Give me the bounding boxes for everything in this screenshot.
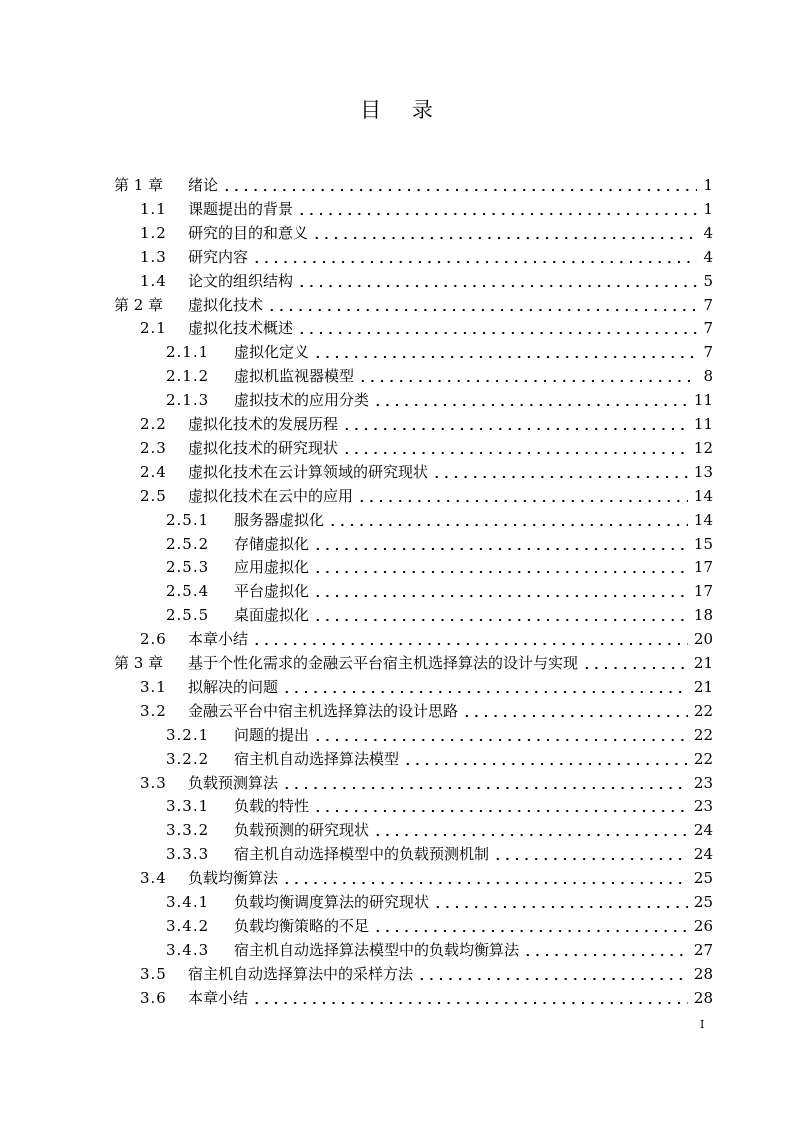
toc-entry-label: 研究内容: [188, 247, 249, 266]
toc-entry-number: 3.4.2: [166, 916, 210, 935]
toc-entry-page: 20: [693, 630, 713, 649]
toc-entry-page: 1: [703, 176, 713, 194]
toc-leader-dots: [313, 557, 688, 577]
toc-entry[interactable]: [114, 649, 713, 673]
toc-entry-number: 3.5: [140, 964, 167, 983]
toc-leader-dots: [282, 868, 688, 888]
toc-entry-page: 28: [693, 988, 713, 1007]
toc-entry[interactable]: [140, 195, 713, 219]
toc-leader-dots: [252, 629, 688, 649]
toc-entry-label: 虚拟化技术在云中的应用: [188, 486, 354, 505]
toc-entry[interactable]: [140, 625, 713, 649]
toc-entry-label: 绪论: [188, 176, 219, 194]
toc-entry[interactable]: [166, 792, 713, 816]
toc-entry-number: 2.4: [140, 462, 167, 481]
toc-entry[interactable]: [140, 434, 713, 458]
toc-entry-label: 宿主机自动选择模型中的负载预测机制: [234, 845, 490, 864]
toc-entry-page: 17: [693, 558, 713, 577]
toc-entry-page: 25: [693, 869, 713, 888]
toc-entry-page: 13: [693, 462, 713, 481]
toc-entry-page: 17: [693, 582, 713, 601]
toc-entry-page: 14: [693, 510, 713, 529]
toc-entry-page: 22: [693, 725, 713, 744]
toc-entry-label: 虚拟化定义: [234, 343, 310, 362]
toc-entry-label: 虚拟化技术概述: [188, 319, 294, 338]
toc-entry-label: 负载均衡策略的不足: [234, 916, 370, 935]
toc-entry-label: 研究的目的和意义: [188, 223, 309, 242]
toc-leader-dots: [342, 414, 688, 434]
toc-entry[interactable]: [166, 338, 713, 362]
toc-entry-label: 虚拟化技术: [188, 295, 264, 314]
toc-entry[interactable]: [140, 410, 713, 434]
toc-title: 目 录: [360, 98, 445, 122]
toc-entry[interactable]: [140, 243, 713, 267]
toc-leader-dots: [373, 390, 688, 410]
toc-entry[interactable]: [140, 267, 713, 291]
toc-leader-dots: [313, 342, 697, 362]
toc-entry-number: 2.1.1: [166, 343, 210, 362]
toc-entry[interactable]: [166, 840, 713, 864]
toc-leader-dots: [523, 940, 688, 960]
toc-leader-dots: [252, 247, 697, 267]
toc-entry[interactable]: [140, 673, 713, 697]
toc-entry-page: 24: [693, 821, 713, 840]
toc-entry[interactable]: [166, 912, 713, 936]
toc-entry[interactable]: [140, 697, 713, 721]
toc-entry[interactable]: [166, 745, 713, 769]
toc-entry[interactable]: [114, 291, 713, 315]
toc-entry-label: 负载均衡调度算法的研究现状: [234, 893, 430, 911]
toc-leader-dots: [462, 701, 688, 721]
toc-leader-dots: [313, 605, 688, 625]
toc-leader-dots: [342, 438, 688, 458]
toc-entry-label: 虚拟机监视器模型: [234, 367, 355, 386]
toc-entry-number: 1.3: [140, 247, 167, 266]
toc-entry-page: 22: [693, 701, 713, 720]
toc-entry-number: 2.6: [140, 630, 167, 649]
toc-entry-label: 负载预测算法: [188, 773, 279, 792]
toc-entry[interactable]: [166, 506, 713, 530]
toc-entry-label: 虚拟技术的应用分类: [234, 391, 370, 410]
toc-entry-page: 11: [693, 391, 713, 410]
toc-entry-number: 3.1: [140, 677, 167, 696]
toc-entry[interactable]: [166, 601, 713, 625]
toc-entry[interactable]: [140, 482, 713, 506]
toc-entry[interactable]: [166, 721, 713, 745]
toc-entry-page: 26: [693, 916, 713, 935]
toc-entry[interactable]: [166, 577, 713, 601]
toc-entry-number: 2.5.5: [166, 606, 210, 625]
toc-leader-dots: [282, 773, 688, 793]
toc-leader-dots: [432, 462, 688, 482]
toc-entry-label: 服务器虚拟化: [234, 510, 325, 529]
toc-leader-dots: [373, 820, 688, 840]
toc-entry-page: 21: [693, 677, 713, 696]
toc-entry[interactable]: [140, 864, 713, 888]
toc-leader-dots: [493, 844, 688, 864]
toc-entry-number: 2.1.3: [166, 391, 210, 410]
toc-leader-dots: [433, 892, 688, 912]
toc-entry[interactable]: [166, 936, 713, 960]
toc-entry-label: 课题提出的背景: [188, 199, 294, 218]
toc-entry-label: 桌面虚拟化: [234, 606, 310, 625]
toc-entry-page: 7: [703, 319, 713, 338]
toc-entry[interactable]: [166, 530, 713, 554]
toc-entry-page: 11: [693, 415, 713, 433]
toc-entry-number: 1.2: [140, 223, 167, 242]
toc-leader-dots: [312, 223, 697, 243]
toc-leader-dots: [313, 534, 688, 554]
toc-entry-page: 25: [693, 893, 713, 911]
toc-entry-number: 2.3: [140, 438, 167, 457]
toc-entry-page: 27: [693, 940, 713, 959]
toc-entry-label: 宿主机自动选择算法模型: [234, 749, 400, 768]
toc-entry[interactable]: [140, 960, 713, 984]
toc-leader-dots: [373, 916, 688, 936]
toc-entry[interactable]: [166, 888, 713, 912]
toc-entry-number: 1.4: [140, 271, 167, 290]
page-number-footer: I: [700, 1018, 705, 1031]
toc-entry[interactable]: [140, 219, 713, 243]
toc-entry-label: 平台虚拟化: [234, 582, 310, 601]
toc-entry-page: 1: [703, 199, 713, 218]
toc-entry-label: 虚拟化技术的研究现状: [188, 438, 339, 457]
toc-entry[interactable]: [166, 816, 713, 840]
toc-entry-page: 14: [693, 486, 713, 505]
toc-entry-page: 22: [693, 749, 713, 768]
toc-entry-label: 拟解决的问题: [188, 677, 279, 696]
toc-entry-label: 本章小结: [188, 630, 249, 649]
toc-entry-number: 3.2.1: [166, 725, 210, 744]
toc-entry-label: 虚拟化技术的发展历程: [188, 415, 339, 433]
toc-entry-number: 3.3.3: [166, 845, 210, 864]
toc-entry-number: 3.3.1: [166, 797, 210, 816]
toc-entry[interactable]: [140, 458, 713, 482]
toc-entry-number: 3.3: [140, 773, 167, 792]
toc-entry-number: 2.5: [140, 486, 167, 505]
toc-entry-label: 存储虚拟化: [234, 534, 310, 553]
toc-entry[interactable]: [140, 984, 713, 1008]
toc-leader-dots: [252, 988, 688, 1008]
toc-entry[interactable]: [166, 362, 713, 386]
toc-entry-label: 负载预测的研究现状: [234, 821, 370, 840]
toc-entry-number: 3.3.2: [166, 821, 210, 840]
toc-entry-page: 4: [703, 247, 713, 266]
toc-entry-number: 2.5.2: [166, 534, 210, 553]
toc-entry-number: 2.2: [140, 415, 167, 433]
toc-entry-number: 2.1.2: [166, 367, 210, 386]
toc-leader-dots: [328, 510, 688, 530]
toc-entry-label: 论文的组织结构: [188, 271, 294, 290]
toc-leader-dots: [357, 486, 688, 506]
toc-entry-label: 负载均衡算法: [188, 869, 279, 888]
toc-entry-number: 第 3 章: [114, 654, 164, 672]
toc-entry-number: 3.6: [140, 988, 167, 1007]
toc-entry-page: 15: [693, 534, 713, 553]
toc-leader-dots: [297, 318, 697, 338]
toc-entry[interactable]: [140, 769, 713, 793]
toc-leader-dots: [313, 725, 688, 745]
toc-entry-number: 第 2 章: [114, 295, 164, 314]
toc-entry-page: 5: [703, 271, 713, 290]
toc-leader-dots: [282, 677, 688, 697]
toc-entry-page: 18: [693, 606, 713, 625]
toc-entry-label: 宿主机自动选择算法中的采样方法: [188, 964, 414, 983]
toc-entry-label: 宿主机自动选择算法模型中的负载均衡算法: [234, 940, 520, 959]
toc-entry-page: 7: [703, 343, 713, 362]
toc-entry-page: 23: [693, 773, 713, 792]
toc-entry-number: 2.5.4: [166, 582, 210, 601]
toc-leader-dots: [267, 295, 697, 315]
toc-entry[interactable]: [166, 553, 713, 577]
toc-entry[interactable]: [166, 386, 713, 410]
toc-entry-number: 3.2: [140, 701, 167, 720]
toc-entry[interactable]: [114, 171, 713, 195]
toc-entry-label: 问题的提出: [234, 725, 310, 744]
toc-leader-dots: [582, 653, 688, 673]
toc-entry-label: 本章小结: [188, 988, 249, 1007]
toc-entry-number: 3.2.2: [166, 749, 210, 768]
toc-entry-page: 7: [703, 295, 713, 314]
toc-entry-number: 1.1: [140, 199, 167, 218]
toc-leader-dots: [403, 749, 688, 769]
toc-entry-label: 金融云平台中宿主机选择算法的设计思路: [188, 701, 459, 720]
toc-entry-page: 21: [693, 654, 713, 672]
toc-entry-number: 3.4.3: [166, 940, 210, 959]
toc-leader-dots: [313, 796, 688, 816]
toc-entry-label: 虚拟化技术在云计算领域的研究现状: [188, 462, 429, 481]
toc-entry-page: 24: [693, 845, 713, 864]
toc-entry-number: 2.1: [140, 319, 167, 338]
toc-entry-label: 负载的特性: [234, 797, 310, 816]
toc-entry-page: 4: [703, 223, 713, 242]
toc-leader-dots: [417, 964, 688, 984]
toc-entry-page: 8: [703, 367, 713, 386]
toc-leader-dots: [297, 199, 697, 219]
toc-entry-page: 23: [693, 797, 713, 816]
toc-entry[interactable]: [140, 314, 713, 338]
toc-entry-page: 28: [693, 964, 713, 983]
toc-entry-number: 3.4.1: [166, 893, 210, 911]
toc-leader-dots: [313, 581, 688, 601]
toc-entry-label: 基于个性化需求的金融云平台宿主机选择算法的设计与实现: [188, 654, 579, 672]
toc-entry-page: 12: [693, 438, 713, 457]
toc-leader-dots: [358, 366, 697, 386]
toc-entry-number: 2.5.1: [166, 510, 210, 529]
toc-leader-dots: [297, 271, 697, 291]
toc-entry-number: 3.4: [140, 869, 167, 888]
toc-entry-number: 2.5.3: [166, 558, 210, 577]
toc-leader-dots: [222, 175, 697, 195]
toc-entry-label: 应用虚拟化: [234, 558, 310, 577]
toc-entry-number: 第 1 章: [114, 176, 164, 194]
